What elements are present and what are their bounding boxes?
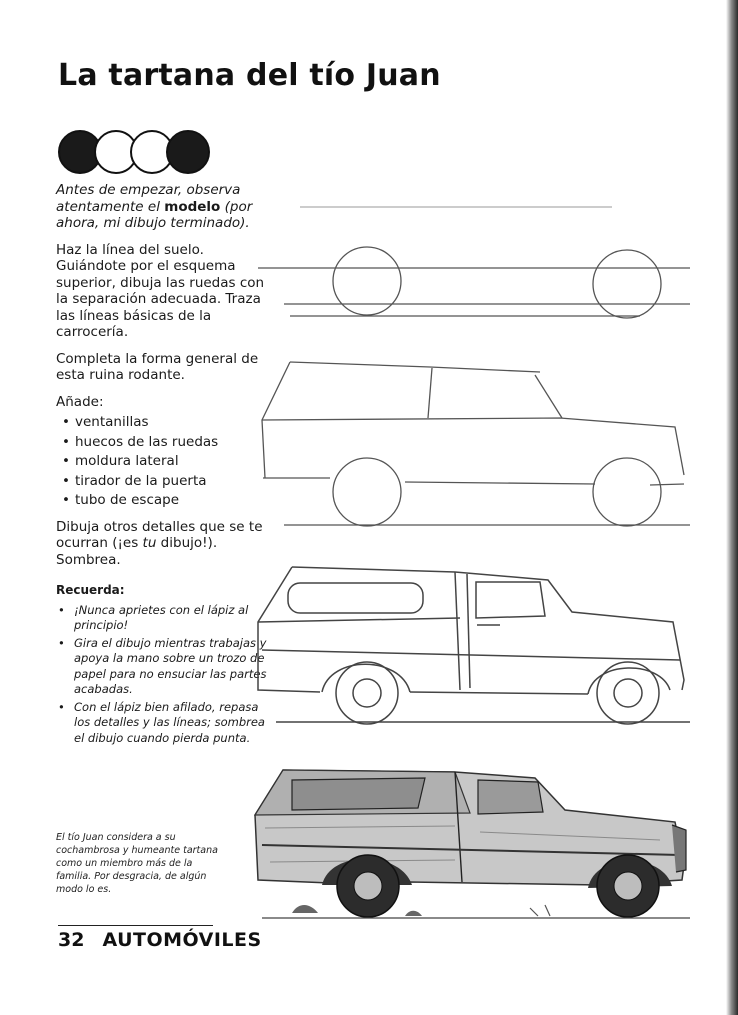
intro-bold: modelo [164,198,221,215]
step-4-text-end: dibujo!). Sombrea. [56,535,218,568]
page-number: 32 [58,929,85,951]
section-name: AUTOMÓVILES [102,929,262,951]
intro-text-end: (por ahora, mi dibujo terminado). [56,198,253,231]
step-4-text: Dibuja otros detalles que se te ocurran (¡es [56,518,263,551]
tip-item: • Gira el dibujo mientras trabajas y apoya la mano sobre un trozo de papel para no ensuciar las partes acabadas. [56,636,271,698]
list-item: • tubo de escape [62,492,271,509]
tip-item: • ¡Nunca aprietes con el lápiz al principio! [56,603,271,634]
tip-item: • Con el lápiz bien afilado, repasa los detalles y las líneas; sombrea el dibujo cuando pierda punta. [56,700,271,747]
list-item: • huecos de las ruedas [62,434,271,451]
step-1: Haz la línea del suelo. Guiándote por el esquema superior, dibuja las ruedas con la separación adecuada. Traza las líneas básicas de la carrocería. [56,241,265,340]
stage-4-shaded-truck [255,770,690,918]
list-item: • ventanillas [62,414,271,431]
illustration-caption: El tío Juan considera a su cochambrosa y humeante tartana como un miembro más de la familia. Por desgracia, de algún modo lo es. [56,832,218,895]
list-item: • moldura lateral [62,453,271,470]
intro-text: Antes de empezar, observa atentamente el [56,182,241,215]
remember-heading: Recuerda: [56,583,125,597]
step-4-italic: tu [142,535,157,551]
step-3-label: Añade: [56,393,104,410]
list-item: • tirador de la puerta [62,473,271,490]
step-2: Completa la forma general de esta ruina rodante. [56,350,259,383]
stage-3-detailed-truck [258,567,690,724]
stage-2-body [262,362,690,526]
page-title: La tartana del tío Juan [58,58,441,93]
stage-1-wheels [258,247,690,318]
